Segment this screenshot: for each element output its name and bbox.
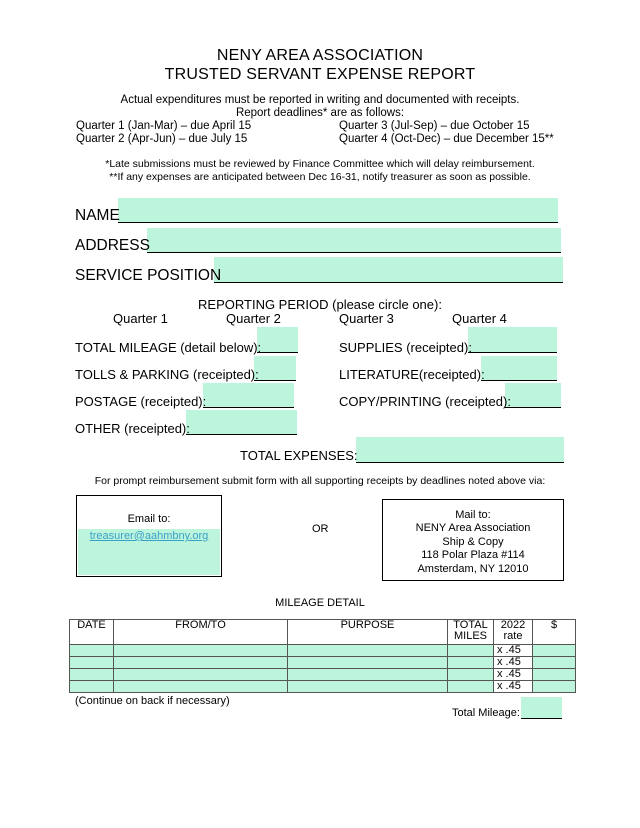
from-to-cell[interactable] [114,669,288,681]
supplies-input[interactable] [468,327,557,353]
reporting-period-heading: REPORTING PERIOD (please circle one): [198,297,442,312]
mail-line-1: NENY Area Association [415,522,531,535]
service-position-underline [214,282,563,283]
postage-input[interactable] [203,383,294,408]
col-date: DATE [70,620,114,645]
period-quarter-1[interactable]: Quarter 1 [113,311,168,326]
copy-printing-input[interactable] [505,383,561,408]
from-to-cell[interactable] [114,645,288,657]
supplies-label: SUPPLIES (receipted): [339,340,472,355]
tolls-underline [254,380,296,381]
purpose-cell[interactable] [288,657,448,669]
col-total-miles-l1: TOTAL [453,619,488,631]
date-cell[interactable] [70,645,114,657]
total-expenses-underline [356,462,564,463]
col-rate-l1: 2022 [500,619,526,631]
purpose-cell[interactable] [288,669,448,681]
from-to-cell[interactable] [114,657,288,669]
from-to-cell[interactable] [114,681,288,693]
col-total-miles-l2: MILES [453,630,487,642]
name-label: NAME [75,207,120,224]
continue-note: (Continue on back if necessary) [75,695,230,707]
intro-line-2: Report deadlines* are as follows: [235,107,405,119]
table-row [70,669,576,681]
purpose-cell[interactable] [288,681,448,693]
mail-line-4: Amsterdam, NY 12010 [417,562,529,575]
email-link[interactable]: treasurer@aahmbny.org [89,530,209,542]
tolls-label: TOLLS & PARKING (receipted): [75,367,259,382]
mileage-table [69,619,576,693]
mileage-table-header [70,620,576,645]
col-rate-l2: rate [503,630,523,642]
amount-cell[interactable] [533,681,576,693]
service-position-label: SERVICE POSITION [75,267,222,284]
deadline-q3: Quarter 3 (Jul-Sep) – due October 15 [339,120,530,132]
date-cell[interactable] [70,657,114,669]
total-mileage-input[interactable] [521,697,562,718]
rate-cell: x .45 [494,669,533,681]
period-quarter-2[interactable]: Quarter 2 [226,311,281,326]
mileage-input[interactable] [257,327,298,353]
late-note: *Late submissions must be reviewed by Finance Committee which will delay reimbursement. [105,158,535,170]
other-label: OTHER (receipted): [75,421,190,436]
postage-label: POSTAGE (receipted): [75,394,207,409]
other-input[interactable] [186,410,297,435]
mail-line-2: Ship & Copy [442,535,504,548]
tolls-input[interactable] [254,356,296,381]
service-position-input[interactable] [214,257,563,283]
table-row [70,681,576,693]
date-cell[interactable] [70,681,114,693]
mail-box [382,499,564,581]
col-purpose: PURPOSE [288,620,448,645]
miles-cell[interactable] [448,681,494,693]
literature-label: LITERATURE(receipted): [339,367,485,382]
table-row [70,657,576,669]
submit-instructions: For prompt reimbursement submit form with all supporting receipts by deadlines noted above via: [94,475,546,487]
email-label: Email to: [127,513,171,525]
rate-cell: x .45 [494,681,533,693]
literature-input[interactable] [481,356,557,381]
or-label: OR [312,523,329,535]
date-cell[interactable] [70,669,114,681]
col-dollars: $ [533,620,576,645]
december-note: **If any expenses are anticipated between Dec 16-31, notify treasurer as soon as possible. [109,171,531,183]
col-from-to: FROM/TO [114,620,288,645]
purpose-cell[interactable] [288,645,448,657]
amount-cell[interactable] [533,645,576,657]
copy-printing-label: COPY/PRINTING (receipted): [339,394,511,409]
email-box [76,495,222,577]
miles-cell[interactable] [448,669,494,681]
address-underline [147,252,561,253]
supplies-underline [468,352,557,353]
total-mileage-label: Total Mileage: [452,707,520,719]
mileage-underline [257,352,298,353]
period-quarter-3[interactable]: Quarter 3 [339,311,394,326]
miles-cell[interactable] [448,645,494,657]
copy-printing-underline [505,407,561,408]
header-title-2: TRUSTED SERVANT EXPENSE REPORT [164,66,476,83]
total-mileage-underline [521,718,562,719]
amount-cell[interactable] [533,657,576,669]
mileage-label: TOTAL MILEAGE (detail below): [75,340,262,355]
miles-cell[interactable] [448,657,494,669]
literature-underline [481,380,557,381]
mail-line-3: 118 Polar Plaza #114 [421,549,525,562]
name-input[interactable] [118,198,558,223]
address-label: ADDRESS [75,237,150,254]
table-row [70,645,576,657]
header-title-1: NENY AREA ASSOCIATION [216,47,424,64]
col-rate [494,620,533,645]
other-underline [186,434,297,435]
rate-cell: x .45 [494,645,533,657]
postage-underline [203,407,294,408]
intro-line-1: Actual expenditures must be reported in writing and documented with receipts. [120,94,520,106]
mileage-detail-heading: MILEAGE DETAIL [275,597,365,609]
deadline-q2: Quarter 2 (Apr-Jun) – due July 15 [76,133,248,145]
total-expenses-input[interactable] [356,437,564,463]
address-input[interactable] [147,228,561,253]
mail-label: Mail to: [455,509,491,521]
col-total-miles [448,620,494,645]
name-underline [118,222,558,223]
total-expenses-label: TOTAL EXPENSES: [240,448,358,463]
rate-cell: x .45 [494,657,533,669]
deadline-q1: Quarter 1 (Jan-Mar) – due April 15 [76,120,252,132]
period-quarter-4[interactable]: Quarter 4 [452,311,507,326]
deadline-q4: Quarter 4 (Oct-Dec) – due December 15** [339,133,554,145]
amount-cell[interactable] [533,669,576,681]
